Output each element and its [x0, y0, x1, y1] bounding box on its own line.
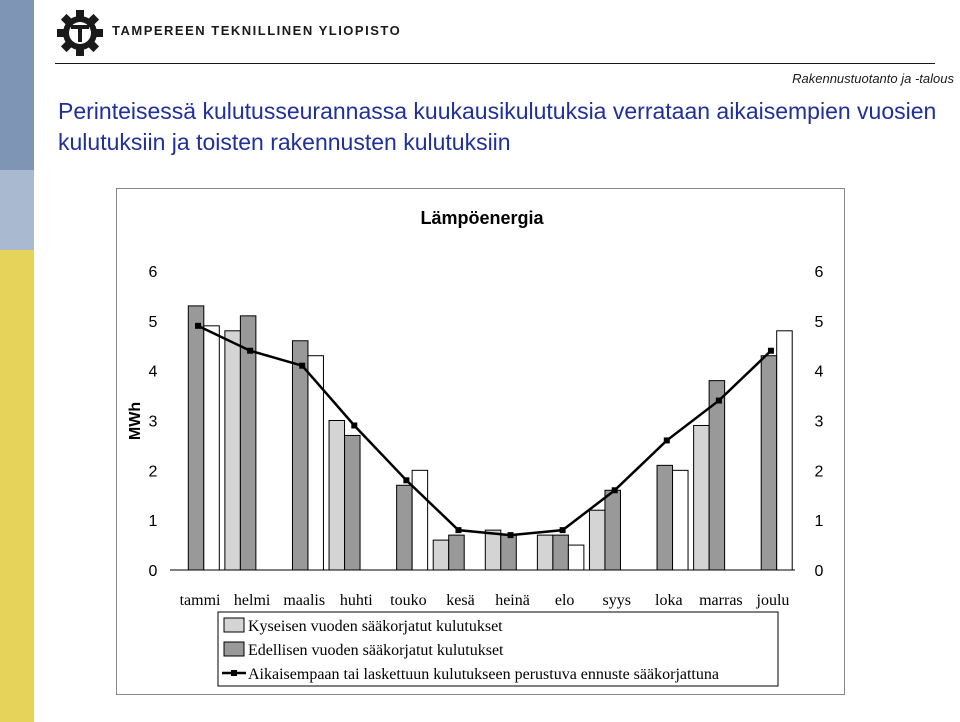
legend-swatch-bar: [224, 642, 244, 656]
x-tick-label: heinä: [495, 592, 530, 609]
x-tick-label: helmi: [233, 592, 271, 609]
y-tick-label: 4: [148, 363, 158, 381]
forecast-marker-loka: [664, 437, 670, 443]
forecast-marker-elo: [560, 527, 566, 533]
forecast-marker-syys: [612, 487, 618, 493]
university-name: TAMPEREEN TEKNILLINEN YLIOPISTO: [112, 23, 402, 38]
y2-tick-label: 4: [814, 363, 824, 381]
bar-1-kesä: [449, 535, 465, 570]
forecast-marker-huhti: [351, 422, 357, 428]
x-tick-label: kesä: [446, 592, 475, 609]
x-tick-label: huhti: [339, 592, 373, 609]
x-tick-label: marras: [699, 592, 743, 609]
bar-2-tammi: [204, 326, 220, 570]
y2-tick-label: 1: [814, 513, 824, 531]
y-axis-label: MWh: [127, 401, 144, 441]
x-tick-label: loka: [655, 592, 683, 609]
x-tick-label: syys: [602, 592, 631, 609]
legend-entry: Edellisen vuoden sääkorjatut kulutukset: [248, 642, 504, 659]
y-tick-label: 6: [148, 264, 158, 281]
slide-title: Perinteisessä kulutusseurannassa kuukausikulutuksia verrataan aikaisempien vuosien kulutuksiin ja toisten rakennusten kulutuksiin: [58, 98, 937, 155]
legend-entry: Aikaisempaan tai laskettuun kulutukseen perustuva ennuste sääkorjattuna: [248, 666, 719, 683]
bar-0-helmi: [225, 331, 241, 570]
bar-2-joulu: [777, 331, 793, 570]
bar-0-huhti: [329, 421, 345, 571]
x-tick-label: touko: [390, 592, 427, 609]
bar-2-elo: [568, 545, 584, 570]
forecast-marker-joulu: [768, 348, 774, 354]
y-tick-label: 1: [148, 513, 158, 531]
y2-tick-label: 2: [814, 463, 824, 481]
legend-swatch-bar: [224, 618, 244, 632]
bar-0-syys: [589, 510, 605, 570]
bar-1-tammi: [188, 306, 204, 570]
forecast-marker-maalis: [299, 363, 305, 369]
bar-2-loka: [673, 470, 689, 570]
bar-1-marras: [709, 381, 725, 570]
department-label: Rakennustuotanto ja -talous: [792, 71, 954, 86]
bar-0-kesä: [433, 540, 449, 570]
y-tick-label: 0: [148, 563, 158, 580]
y2-tick-label: 6: [814, 264, 824, 281]
y-tick-label: 5: [148, 313, 158, 331]
chart-title: Lämpöenergia: [420, 208, 544, 228]
bar-0-marras: [694, 425, 710, 570]
x-tick-label: tammi: [179, 592, 221, 609]
y2-tick-label: 0: [814, 563, 824, 580]
forecast-marker-heinä: [508, 532, 514, 538]
forecast-marker-helmi: [247, 348, 253, 354]
x-tick-label: elo: [554, 592, 575, 609]
bar-0-heinä: [485, 530, 501, 570]
bar-1-helmi: [240, 316, 256, 570]
forecast-marker-tammi: [195, 323, 201, 329]
forecast-marker-marras: [716, 398, 722, 404]
bar-1-maalis: [292, 341, 308, 570]
legend-swatch-marker: [231, 670, 237, 676]
bar-0-elo: [537, 535, 553, 570]
forecast-marker-kesä: [455, 527, 461, 533]
bar-1-heinä: [501, 535, 516, 570]
bar-1-huhti: [345, 435, 361, 570]
forecast-marker-touko: [403, 477, 409, 483]
bar-1-touko: [397, 485, 413, 570]
bar-1-syys: [605, 490, 621, 570]
bar-1-elo: [553, 535, 569, 570]
bar-1-loka: [657, 465, 673, 570]
x-tick-label: joulu: [756, 592, 790, 609]
bar-2-touko: [412, 470, 428, 570]
legend-entry: Kyseisen vuoden sääkorjatut kulutukset: [248, 618, 503, 635]
y-tick-label: 3: [148, 413, 158, 431]
y-tick-label: 2: [148, 463, 158, 481]
bar-1-joulu: [761, 356, 777, 570]
y2-tick-label: 3: [814, 413, 824, 431]
y2-tick-label: 5: [814, 313, 824, 331]
x-tick-label: maalis: [283, 592, 326, 609]
